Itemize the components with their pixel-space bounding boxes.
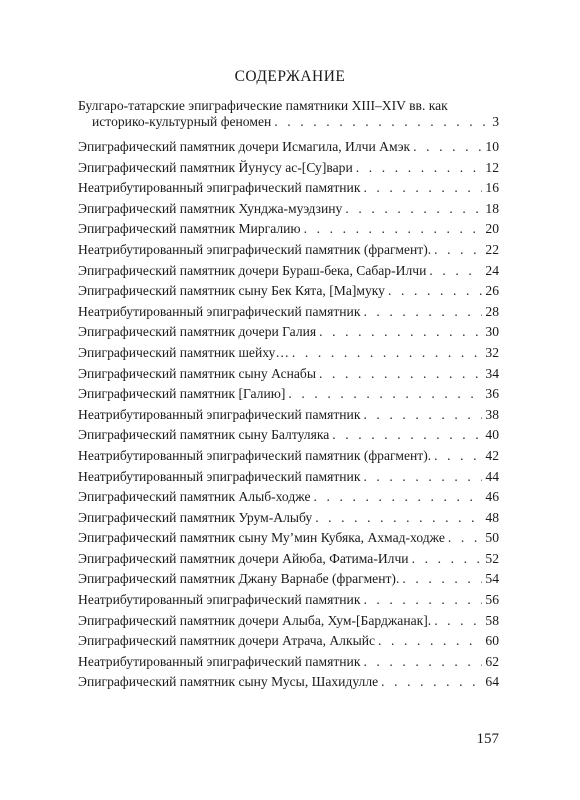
dot-leader bbox=[412, 551, 483, 567]
toc-entry bbox=[78, 613, 499, 629]
toc-entry-label: Неатрибутированный эпиграфический памятник (фрагмент). bbox=[78, 447, 432, 463]
dot-leader bbox=[363, 654, 482, 670]
dot-leader bbox=[356, 160, 483, 176]
dot-leader bbox=[314, 489, 483, 505]
toc-entry-page: 56 bbox=[485, 592, 499, 608]
toc-entry-label: Эпиграфический памятник дочери Айюба, Фатима-Илчи bbox=[78, 550, 409, 566]
dot-leader bbox=[363, 469, 482, 485]
toc-entry-page: 60 bbox=[485, 633, 499, 649]
toc-entry bbox=[78, 242, 499, 258]
toc-entry-label: Эпиграфический памятник Урум-Алыбу bbox=[78, 509, 313, 525]
dot-leader bbox=[434, 242, 482, 258]
toc-entry bbox=[78, 592, 499, 608]
toc-entry-page: 34 bbox=[485, 365, 499, 381]
toc-entry bbox=[78, 221, 499, 237]
toc-entry-page: 64 bbox=[485, 674, 499, 690]
toc-entry bbox=[78, 489, 499, 505]
toc-entry-label: Эпиграфический памятник сыну Му’мин Кубяка, Ахмад-ходже bbox=[78, 530, 445, 546]
toc-entry-label: Эпиграфический памятник дочери Галия bbox=[78, 324, 317, 340]
dot-leader bbox=[363, 407, 482, 423]
toc-entry-label: Эпиграфический памятник дочери Исмагила, Илчи Амэк bbox=[78, 139, 411, 154]
dot-leader bbox=[402, 571, 482, 587]
toc-entry-label: Эпиграфический памятник сыну Бек Кята, [Ма]муку bbox=[78, 283, 385, 299]
toc-entry bbox=[78, 448, 499, 464]
toc-entry-label: Неатрибутированный эпиграфический памятник (фрагмент). bbox=[78, 241, 432, 257]
toc-entry-label: Эпиграфический памятник дочери Атрача, Алкыйс bbox=[78, 633, 376, 649]
dot-leader bbox=[448, 530, 483, 546]
dot-leader bbox=[388, 283, 482, 299]
toc-entry bbox=[78, 160, 499, 176]
toc-entry-label: Неатрибутированный эпиграфический памятник bbox=[78, 468, 361, 484]
dot-leader bbox=[274, 114, 489, 130]
dot-leader bbox=[434, 448, 482, 464]
contents-title: СОДЕРЖАНИЕ bbox=[234, 68, 346, 85]
toc-entry bbox=[78, 139, 499, 155]
toc-entry-label-continued: историко-культурный феномен bbox=[92, 114, 272, 129]
toc-entry bbox=[78, 304, 499, 320]
dot-leader bbox=[332, 427, 482, 443]
dot-leader bbox=[345, 201, 482, 217]
toc-entry-page: 46 bbox=[485, 489, 499, 505]
toc-entry-label: Эпиграфический памятник дочери Алыба, Хум-[Барджанак]. bbox=[78, 612, 432, 628]
toc-entry-page: 22 bbox=[485, 241, 499, 257]
dot-leader bbox=[434, 613, 482, 629]
toc-entry bbox=[78, 345, 499, 361]
dot-leader bbox=[413, 139, 482, 155]
toc-entry-label: Эпиграфический памятник Миргалию bbox=[78, 221, 301, 237]
toc-entry-page: 32 bbox=[485, 344, 499, 360]
dot-leader bbox=[429, 263, 482, 279]
dot-leader bbox=[288, 386, 482, 402]
toc-entry-page: 16 bbox=[485, 180, 499, 196]
toc-entry-label: Неатрибутированный эпиграфический памятник bbox=[78, 303, 361, 319]
toc-entry-label: Булгаро-татарские эпиграфические памятники XIII–XIV вв. как bbox=[78, 98, 448, 113]
dot-leader bbox=[363, 592, 482, 608]
toc-entry-label: Эпиграфический памятник Джану Варнабе (фрагмент). bbox=[78, 571, 400, 587]
dot-leader bbox=[319, 324, 482, 340]
toc-entry bbox=[78, 633, 499, 649]
toc-entry-page: 50 bbox=[485, 530, 499, 546]
toc-entry-page: 30 bbox=[485, 324, 499, 340]
toc-entry bbox=[78, 263, 499, 279]
toc-entry bbox=[78, 324, 499, 340]
toc-entry bbox=[78, 283, 499, 299]
toc-entry bbox=[78, 571, 499, 587]
toc-entry-label: Эпиграфический памятник [Галию] bbox=[78, 386, 286, 402]
toc-entry-page: 36 bbox=[485, 386, 499, 402]
toc-entry bbox=[78, 469, 499, 485]
toc-entry-page: 44 bbox=[485, 468, 499, 484]
toc-entry bbox=[78, 510, 499, 526]
toc-entry bbox=[78, 427, 499, 443]
toc-entry bbox=[78, 180, 499, 196]
dot-leader bbox=[292, 345, 482, 361]
toc-entry bbox=[78, 98, 499, 130]
toc-entry-label: Неатрибутированный эпиграфический памятник bbox=[78, 592, 361, 608]
toc-entry-label: Эпиграфический памятник сыну Мусы, Шахидулле bbox=[78, 674, 379, 690]
toc-entry-page: 3 bbox=[492, 114, 499, 129]
toc-entry bbox=[78, 654, 499, 670]
toc-entry-label: Эпиграфический памятник шейху… bbox=[78, 344, 289, 360]
toc-entry bbox=[78, 201, 499, 217]
dot-leader bbox=[378, 633, 482, 649]
toc-entry-label: Неатрибутированный эпиграфический памятник bbox=[78, 180, 361, 196]
toc-entry-page: 42 bbox=[485, 447, 499, 463]
toc-entry-page: 58 bbox=[485, 612, 499, 628]
toc-entry-page: 20 bbox=[485, 221, 499, 237]
toc-entry-label: Эпиграфический памятник дочери Бураш-бека, Сабар-Илчи bbox=[78, 262, 427, 278]
toc-entry-label: Эпиграфический памятник Хунджа-муэдзину bbox=[78, 200, 343, 216]
dot-leader bbox=[363, 180, 482, 196]
toc-entry-label: Эпиграфический памятник сыну Аснабы bbox=[78, 365, 316, 381]
toc-entry-page: 24 bbox=[485, 262, 499, 278]
toc-entry bbox=[78, 386, 499, 402]
toc-entry bbox=[78, 407, 499, 423]
table-of-contents bbox=[78, 98, 499, 690]
toc-entry-label: Эпиграфический памятник Йунусу ас-[Су]вари bbox=[78, 159, 353, 175]
toc-entry-page: 54 bbox=[485, 571, 499, 587]
toc-entry-page: 28 bbox=[485, 303, 499, 319]
toc-entry-page: 12 bbox=[485, 159, 499, 175]
toc-entry-label: Эпиграфический памятник Алыб-ходже bbox=[78, 489, 311, 505]
toc-entry bbox=[78, 551, 499, 567]
toc-entry-page: 48 bbox=[485, 509, 499, 525]
toc-entry-page: 26 bbox=[485, 283, 499, 299]
page-number: 157 bbox=[476, 731, 499, 747]
toc-entry-label: Неатрибутированный эпиграфический памятник bbox=[78, 406, 361, 422]
toc-entry-page: 38 bbox=[485, 406, 499, 422]
dot-leader bbox=[363, 304, 482, 320]
toc-entry bbox=[78, 366, 499, 382]
toc-entry-page: 52 bbox=[485, 550, 499, 566]
toc-entry bbox=[78, 674, 499, 690]
toc-entry-page: 10 bbox=[485, 139, 499, 154]
dot-leader bbox=[304, 221, 483, 237]
toc-entry-page: 62 bbox=[485, 653, 499, 669]
toc-entry-label: Эпиграфический памятник сыну Балтуляка bbox=[78, 427, 330, 443]
toc-entry-label: Неатрибутированный эпиграфический памятник bbox=[78, 653, 361, 669]
toc-entry-page: 18 bbox=[485, 200, 499, 216]
dot-leader bbox=[381, 674, 482, 690]
dot-leader bbox=[315, 510, 482, 526]
toc-entry bbox=[78, 530, 499, 546]
dot-leader bbox=[319, 366, 482, 382]
toc-entry-page: 40 bbox=[485, 427, 499, 443]
